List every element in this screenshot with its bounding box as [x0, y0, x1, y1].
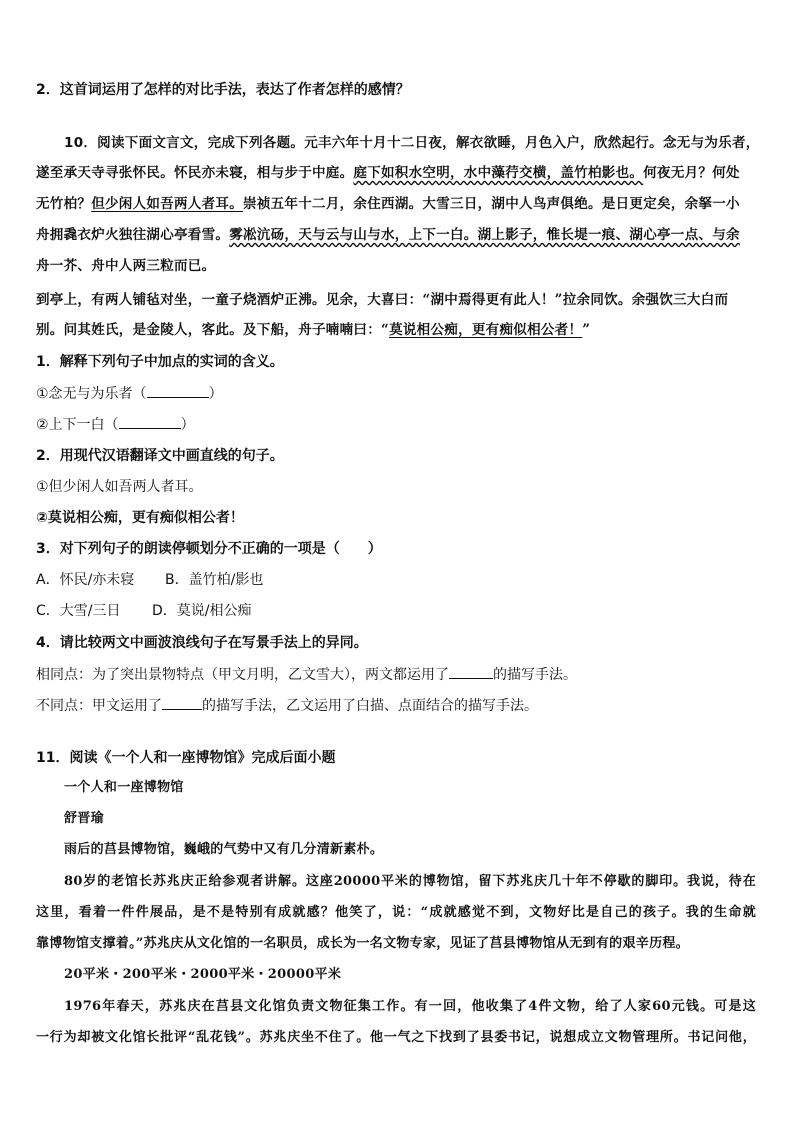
subquestion-4: 4．请比较两文中画波浪线句子在写景手法上的异同。 [36, 635, 368, 651]
passage-line-4 [36, 225, 756, 245]
passage-line-3 [36, 194, 756, 214]
article-paragraph-3-line-2: 一行为却被文化馆长批评“乱花钱”。苏兆庆坐不住了。他一气之下找到了县委书记，说想成立文物管理所。书记问他， [36, 1030, 756, 1045]
passage-line-6: 到亭上，有两人铺毡对坐，一童子烧酒炉正沸。见余，大喜曰：“湖中焉得更有此人！”拉余同饮。余强饮三大白而 [36, 292, 729, 308]
subquestion-2-a: ①但少闲人如吾两人者耳。 [36, 479, 203, 495]
straight-underlined-sentence-2: 莫说相公痴，更有痴似相公者！ [389, 322, 583, 338]
subquestion-1: 1．解释下列句子中加点的实词的含义。 [36, 354, 284, 370]
option-a: A．怀民/亦未寝 [36, 572, 135, 588]
article-paragraph-2-line-2: 这里，看着一件件展品，是不是特别有成就感？他笑了，说：“成就感觉不到，文物好比是自己的孩子。我的生命就 [36, 905, 756, 920]
subquestion-3: 3．对下列句子的朗读停顿划分不正确的一项是（ ） [36, 541, 382, 557]
passage-text: 遂至承天寺寻张怀民。怀民亦未寝，相与步于中庭。 [36, 165, 354, 181]
option-b: B．盖竹柏/影也 [165, 572, 264, 588]
subquestion-1-a [36, 383, 223, 404]
article-author: 舒晋瑜 [64, 811, 104, 826]
difference-line [36, 695, 538, 716]
passage-text: 何夜无月？何处 [643, 165, 740, 181]
passage-line-2 [36, 163, 756, 183]
article-paragraph-2-line-3: 靠博物馆支撑着。”苏兆庆从文化馆的一名职员，成长为一名文物专家，见证了莒县博物馆从无到有的艰辛历程。 [36, 936, 689, 951]
similarity-line [36, 664, 577, 685]
passage-text: ” [582, 322, 591, 338]
wavy-underlined-sentence-jia: 庭下如积水空明，水中藻荇交横，盖竹柏影也。 [353, 165, 644, 181]
item-text: ） [180, 417, 195, 433]
item-text: ①念无与为乐者（ [36, 386, 147, 402]
passage-text: 别。问其姓氏，是金陵人，客此。及下船，舟子喃喃曰：“ [36, 322, 390, 338]
question-10-intro: 10．阅读下面文言文，完成下列各题。 [64, 135, 305, 151]
wavy-underlined-sentence-yi: 雾凇沆砀，天与云与山与水，上下一白。湖上影子，惟长堤一痕、湖心亭一点、与余 [229, 227, 740, 243]
item-text: ②上下一白（ [36, 417, 119, 433]
item-text: ） [208, 386, 223, 402]
item-text: 相同点：为了突出景物特点（甲文月明，乙文雪大），两文都运用了 [36, 667, 449, 683]
answer-blank[interactable] [119, 414, 181, 429]
article-title: 一个人和一座博物馆 [64, 780, 184, 795]
article-paragraph-2-line-1: 80岁的老馆长苏兆庆正给参观者讲解。这座20000平米的博物馆，留下苏兆庆几十年不停歇的脚印。我说，待在 [64, 874, 756, 889]
passage-line-7 [36, 320, 590, 340]
answer-blank[interactable] [162, 695, 202, 710]
straight-underlined-sentence-1: 但少闲人如吾两人者耳。 [91, 196, 244, 212]
item-text: 的描写手法。 [493, 667, 577, 683]
article-paragraph-3-line-1: 1976年春天，苏兆庆在莒县文化馆负责文物征集工作。有一回，他收集了4件文物，给了人家60元钱。可是这 [64, 999, 756, 1014]
passage-text: 舟拥毳衣炉火独往湖心亭看雪。 [36, 227, 230, 243]
answer-blank[interactable] [147, 383, 209, 398]
item-text: 的描写手法，乙文运用了白描、点面结合的描写手法。 [202, 698, 538, 714]
article-paragraph-1: 雨后的莒县博物馆，巍峨的气势中又有几分清新素朴。 [64, 842, 384, 857]
passage-line-5: 舟一芥、舟中人两三粒而已。 [36, 258, 216, 274]
item-text: 不同点：甲文运用了 [36, 698, 162, 714]
answer-blank[interactable] [449, 664, 493, 679]
passage-text: 无竹柏？ [36, 196, 92, 212]
passage-text: 崇祯五年十二月，余住西湖。大雪三日，湖中人鸟声俱绝。是日更定矣，余拏一小 [243, 196, 740, 212]
article-subheading: 20平米・200平米・2000平米・20000平米 [64, 967, 342, 982]
subquestion-2-b: ②莫说相公痴，更有痴似相公者！ [36, 510, 244, 526]
passage-line-1 [64, 133, 760, 153]
option-c: C．大雪/三日 [36, 603, 121, 619]
passage-jia-line-1: 元丰六年十月十二日夜，解衣欲睡，月色入户，欣然起行。念无与为乐者， [304, 135, 760, 151]
option-d: D．莫说/相公痴 [152, 603, 252, 619]
subquestion-1-b [36, 414, 195, 435]
question-2-prev: 2．这首词运用了怎样的对比手法，表达了作者怎样的感情？ [36, 82, 410, 98]
subquestion-2: 2．用现代汉语翻译文中画直线的句子。 [36, 448, 284, 464]
question-11-intro: 11．阅读《一个人和一座博物馆》完成后面小题 [36, 750, 336, 766]
